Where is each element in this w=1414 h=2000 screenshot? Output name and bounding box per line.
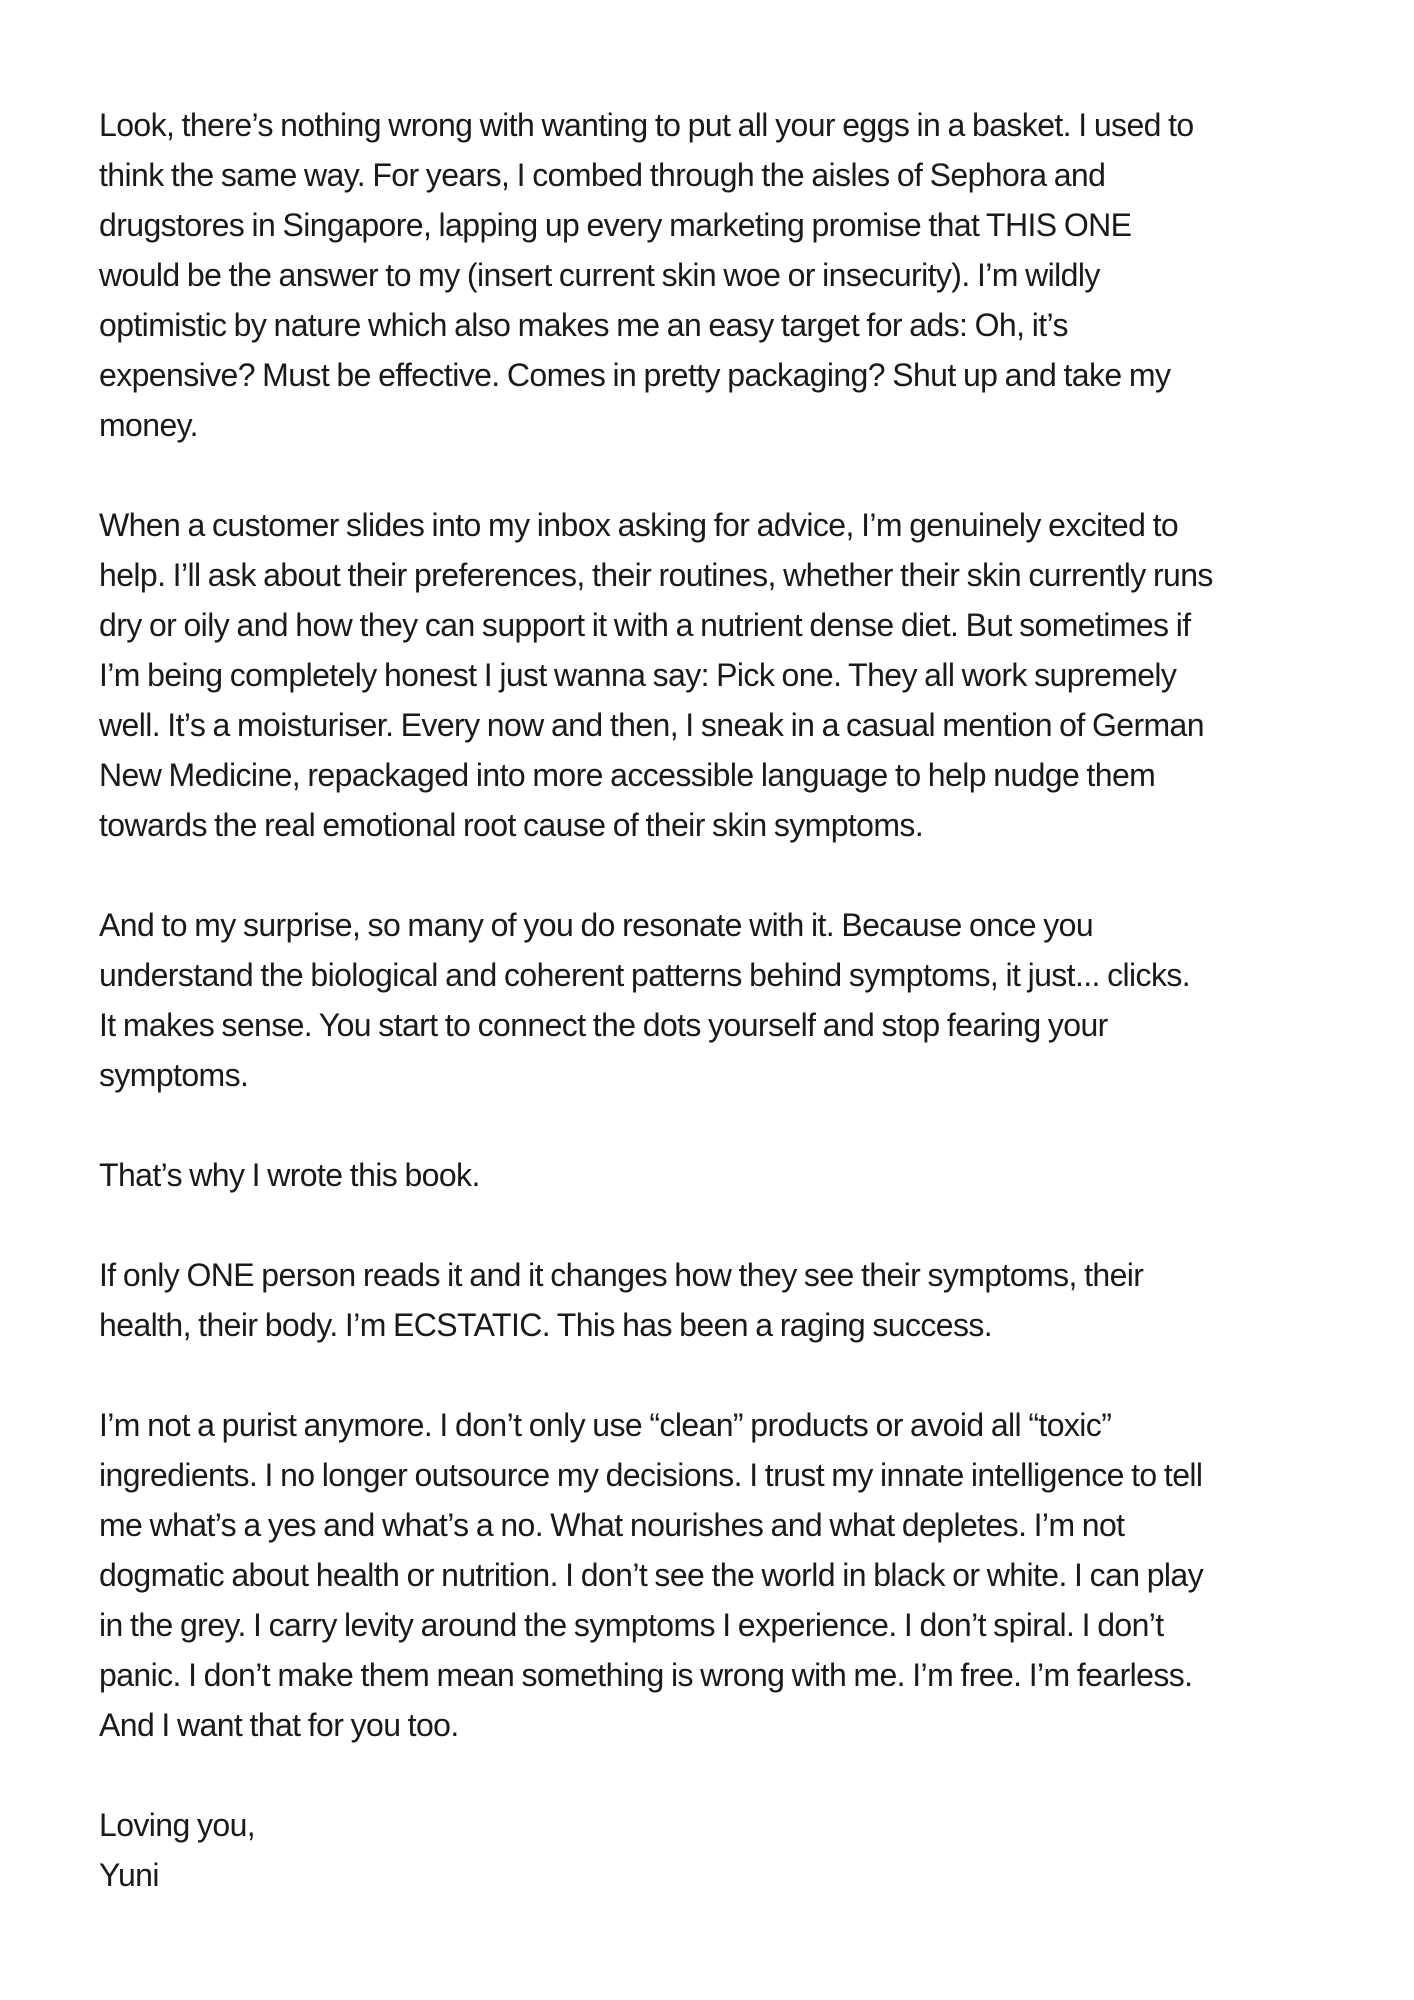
text-line: That’s why I wrote this book. bbox=[99, 1157, 480, 1193]
text-line: dogmatic about health or nutrition. I don’t see the world in black or white. I can play bbox=[99, 1557, 1204, 1593]
text-line: New Medicine, repackaged into more accessible language to help nudge them bbox=[99, 757, 1156, 793]
paragraph-3 bbox=[99, 900, 1322, 1100]
text-line: panic. I don’t make them mean something is wrong with me. I’m free. I’m fearless. bbox=[99, 1657, 1193, 1693]
text-line: towards the real emotional root cause of their skin symptoms. bbox=[99, 807, 924, 843]
text-line: If only ONE person reads it and it changes how they see their symptoms, their bbox=[99, 1257, 1144, 1293]
text-line: would be the answer to my (insert current skin woe or insecurity). I’m wildly bbox=[99, 257, 1100, 293]
text-line: expensive? Must be effective. Comes in pretty packaging? Shut up and take my bbox=[99, 357, 1171, 393]
text-line: help. I’ll ask about their preferences, their routines, whether their skin currently runs bbox=[99, 557, 1213, 593]
text-line: And I want that for you too. bbox=[99, 1707, 459, 1743]
text-line: I’m being completely honest I just wanna say: Pick one. They all work supremely bbox=[99, 657, 1177, 693]
text-line: I’m not a purist anymore. I don’t only use “clean” products or avoid all “toxic” bbox=[99, 1407, 1112, 1443]
paragraph-5 bbox=[99, 1250, 1322, 1350]
text-line: symptoms. bbox=[99, 1057, 249, 1093]
text-line: health, their body. I’m ECSTATIC. This has been a raging success. bbox=[99, 1307, 993, 1343]
text-line: well. It’s a moisturiser. Every now and then, I sneak in a casual mention of German bbox=[99, 707, 1204, 743]
paragraph-1 bbox=[99, 100, 1322, 450]
text-line: me what’s a yes and what’s a no. What nourishes and what depletes. I’m not bbox=[99, 1507, 1125, 1543]
text-line: understand the biological and coherent patterns behind symptoms, it just... clicks. bbox=[99, 957, 1191, 993]
paragraph-6 bbox=[99, 1400, 1322, 1750]
text-line: in the grey. I carry levity around the symptoms I experience. I don’t spiral. I don’t bbox=[99, 1607, 1164, 1643]
text-line: When a customer slides into my inbox asking for advice, I’m genuinely excited to bbox=[99, 507, 1179, 543]
text-line: Look, there’s nothing wrong with wanting to put all your eggs in a basket. I used to bbox=[99, 107, 1194, 143]
paragraph-2 bbox=[99, 500, 1322, 850]
text-line: dry or oily and how they can support it with a nutrient dense diet. But sometimes if bbox=[99, 607, 1191, 643]
closing-line: Loving you, bbox=[99, 1807, 256, 1843]
letter-body bbox=[99, 100, 1322, 1900]
text-line: optimistic by nature which also makes me an easy target for ads: Oh, it’s bbox=[99, 307, 1068, 343]
text-line: And to my surprise, so many of you do resonate with it. Because once you bbox=[99, 907, 1094, 943]
signature: Yuni bbox=[99, 1857, 159, 1893]
text-line: money. bbox=[99, 407, 198, 443]
text-line: think the same way. For years, I combed through the aisles of Sephora and bbox=[99, 157, 1106, 193]
text-line: ingredients. I no longer outsource my decisions. I trust my innate intelligence to tell bbox=[99, 1457, 1203, 1493]
paragraph-4 bbox=[99, 1150, 1322, 1200]
text-line: It makes sense. You start to connect the dots yourself and stop fearing your bbox=[99, 1007, 1108, 1043]
text-line: drugstores in Singapore, lapping up every marketing promise that THIS ONE bbox=[99, 207, 1132, 243]
sign-off bbox=[99, 1800, 1322, 1900]
